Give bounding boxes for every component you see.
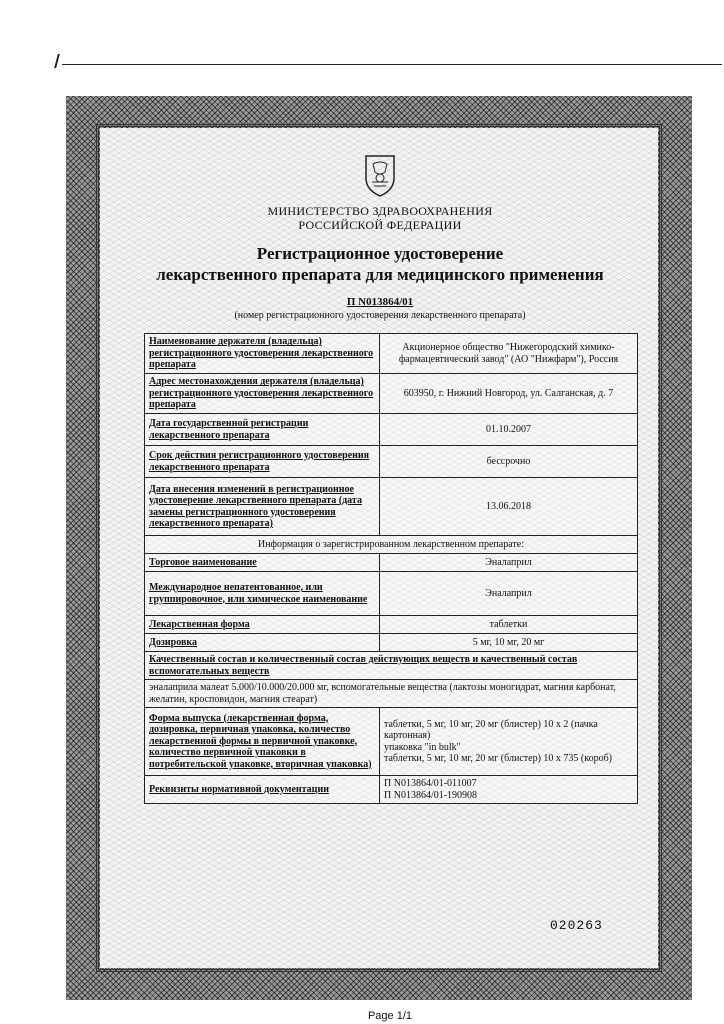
address-value: 603950, г. Нижний Новгород, ул. Салганская, д. 7	[380, 374, 638, 414]
trade-name-label: Торговое наименование	[145, 554, 380, 572]
table-row	[145, 708, 638, 776]
normdoc-value-1: П N013864/01-011007	[384, 778, 477, 789]
table-row	[145, 536, 638, 554]
reg-date-value: 01.10.2007	[380, 414, 638, 446]
table-row	[145, 414, 638, 446]
validity-value: бессрочно	[380, 446, 638, 478]
normdoc-value	[380, 776, 638, 804]
package-value-2: упаковка "in bulk"	[384, 741, 461, 753]
table-row	[145, 446, 638, 478]
title-line-1: Регистрационное удостоверение	[256, 244, 504, 263]
serial-number: 020263	[550, 918, 603, 933]
registration-number: П N013864/01	[346, 296, 414, 308]
title-line-2: лекарственного препарата для медицинского применения	[156, 265, 604, 284]
table-row	[145, 374, 638, 414]
ministry-line-1: МИНИСТЕРСТВО ЗДРАВООХРАНЕНИЯ	[267, 204, 493, 218]
info-header: Информация о зарегистрированном лекарственном препарате:	[145, 536, 638, 554]
table-row	[145, 616, 638, 634]
package-value-1: таблетки, 5 мг, 10 мг, 20 мг (блистер) 10 x 2 (пачка картонная)	[384, 718, 598, 741]
table-row	[145, 334, 638, 374]
validity-label: Срок действия регистрационного удостоверения лекарственного препарата	[145, 446, 380, 478]
table-row	[145, 680, 638, 708]
table-row	[145, 776, 638, 804]
address-label: Адрес местонахождения держателя (владельца) регистрационного удостоверения лекарственного препарата	[145, 374, 380, 414]
table-row	[145, 652, 638, 680]
trade-name-value: Эналаприл	[380, 554, 638, 572]
package-label: Форма выпуска (лекарственная форма, дозировка, первичная упаковка, количество лекарственной формы в первичной упаковке, количество первичной упаковки в потребительской упаковке, вторичная упаковка)	[145, 708, 380, 776]
table-row	[145, 478, 638, 536]
top-rule	[62, 64, 722, 65]
ministry-line-2: РОССИЙСКОЙ ФЕДЕРАЦИИ	[298, 218, 462, 232]
table-row	[145, 572, 638, 616]
inn-value: Эналаприл	[380, 572, 638, 616]
reg-date-label: Дата государственной регистрации лекарственного препарата	[145, 414, 380, 446]
composition-header: Качественный состав и количественный состав действующих веществ и качественный состав вспомогательных веществ	[145, 652, 638, 680]
normdoc-label: Реквизиты нормативной документации	[145, 776, 380, 804]
form-value: таблетки	[380, 616, 638, 634]
change-date-label: Дата внесения изменений в регистрационное удостоверение лекарственного препарата (дата замены регистрационного удостоверения лекарственного препарата)	[145, 478, 380, 536]
holder-label: Наименование держателя (владельца) регистрационного удостоверения лекарственного препарата	[145, 334, 380, 374]
form-label: Лекарственная форма	[145, 616, 380, 634]
registration-table	[144, 333, 638, 804]
inn-label: Международное непатентованное, или группировочное, или химическое наименование	[145, 572, 380, 616]
coat-of-arms-icon	[360, 152, 400, 198]
holder-value: Акционерное общество "Нижегородский химико-фармацевтический завод" (АО "Нижфарм"), Россия	[380, 334, 638, 374]
normdoc-value-2: П N013864/01-190908	[384, 789, 478, 801]
package-value	[380, 708, 638, 776]
table-row	[145, 634, 638, 652]
page-indicator: Page 1/1	[367, 1010, 413, 1022]
top-tick-mark	[54, 54, 60, 68]
package-value-3: таблетки, 5 мг, 10 мг, 20 мг (блистер) 10 x 735 (короб)	[384, 753, 612, 764]
dosage-label: Дозировка	[145, 634, 380, 652]
dosage-value: 5 мг, 10 мг, 20 мг	[380, 634, 638, 652]
document-title	[110, 243, 650, 285]
table-row	[145, 554, 638, 572]
composition-value: эналаприла малеат 5.000/10.000/20.000 мг, вспомогательные вещества (лактозы моногидрат, магния карбонат, желатин, кросповидон, магния стеарат)	[145, 680, 638, 708]
change-date-value: 13.06.2018	[380, 478, 638, 536]
ministry-heading	[230, 204, 530, 232]
registration-number-caption: (номер регистрационного удостоверения лекарственного препарата)	[234, 310, 526, 321]
